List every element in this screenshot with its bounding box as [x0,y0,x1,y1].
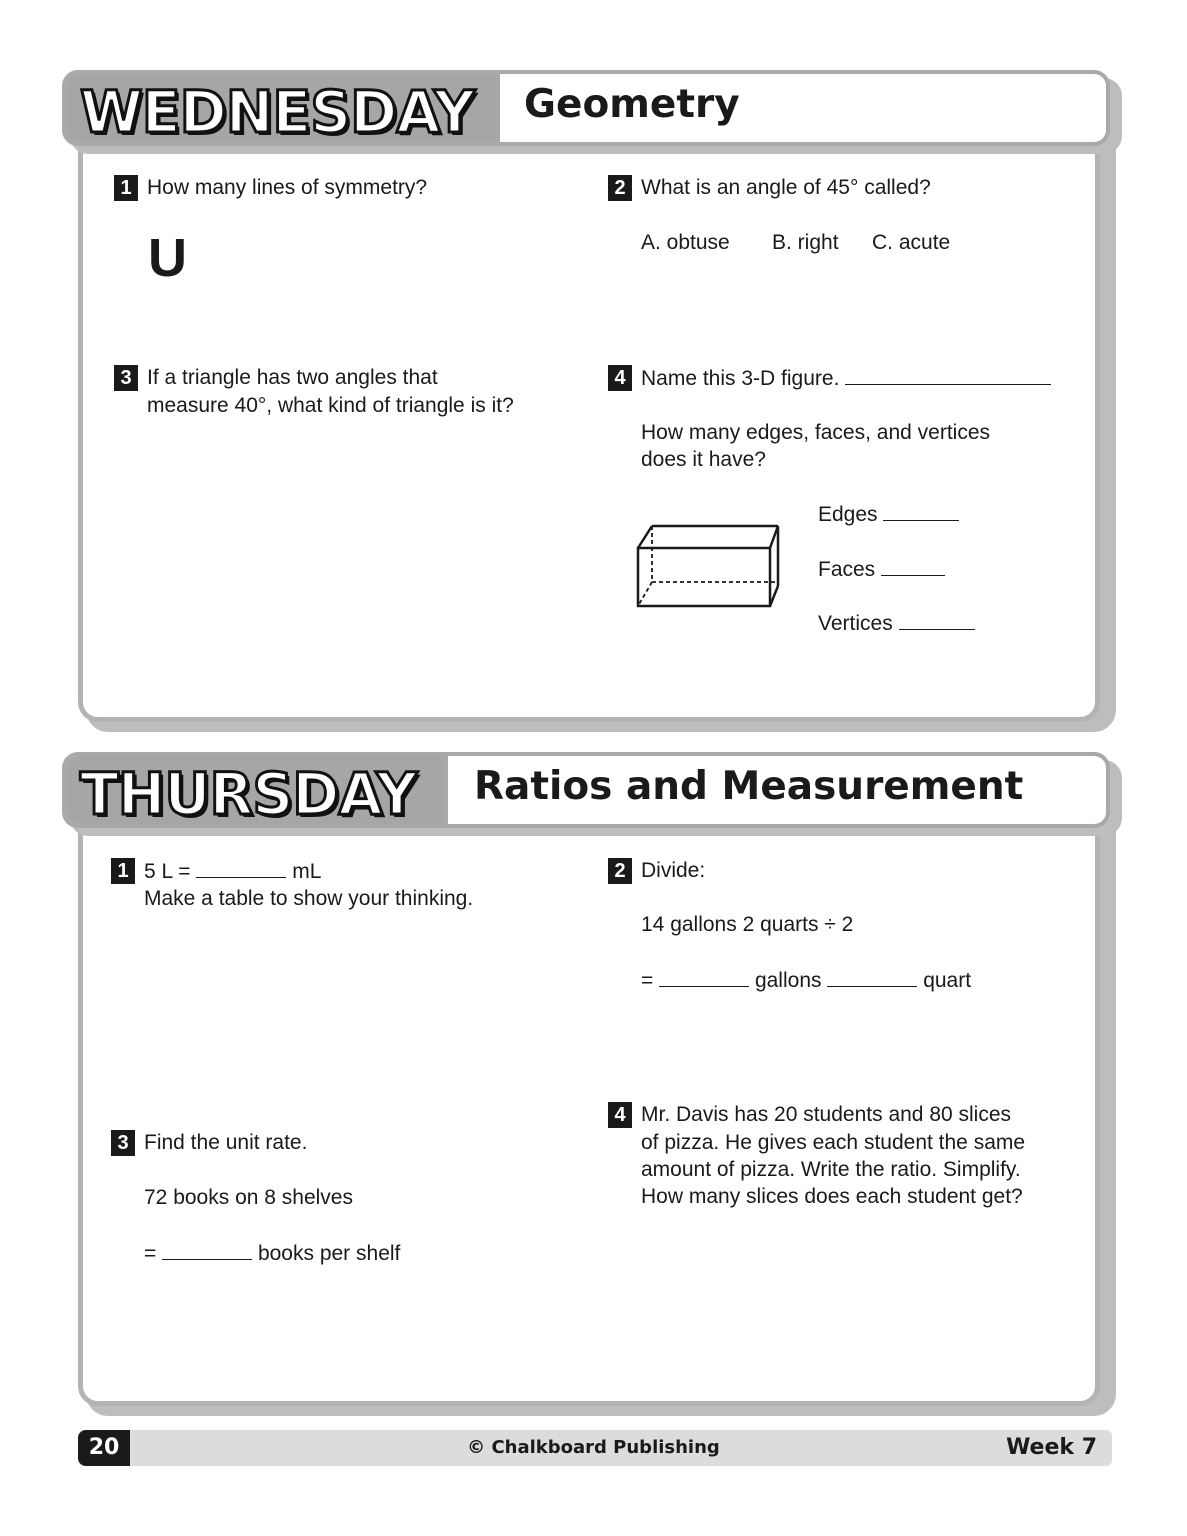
question-text-line2: Make a table to show your thinking. [144,887,474,910]
question-number: 3 [111,1130,135,1156]
question-number: 2 [608,858,632,884]
symmetry-letter: U [148,228,187,288]
question-label: Name this 3-D figure. [641,367,840,390]
wednesday-header [62,70,1110,146]
question-text: What is an angle of 45° called? [641,176,931,199]
option-c: C. acute [872,231,951,254]
gallons-label: gallons [754,969,822,992]
topic-title: Geometry [524,82,740,127]
question-text: Divide: [641,859,706,882]
answer-blank[interactable] [162,1239,252,1260]
rectangular-prism-figure [630,520,790,612]
edges-blank[interactable] [883,500,959,521]
vertices-label [818,609,975,638]
topic-title: Ratios and Measurement [474,764,1024,809]
question-number: 1 [111,858,135,884]
day-tab [66,756,448,828]
copyright-text: © Chalkboard Publishing [467,1437,720,1458]
edges-label [818,500,959,529]
vertices-text: Vertices [818,612,893,635]
question-text-line1: Mr. Davis has 20 students and 80 slices [641,1103,1012,1126]
week-label: Week 7 [1006,1435,1097,1460]
question-text-line2: of pizza. He gives each student the same [641,1131,1026,1154]
option-a: A. obtuse [641,231,730,254]
day-tab [66,74,500,146]
vertices-blank[interactable] [899,609,975,630]
equals-sign: = [144,1242,157,1265]
unit-label: books per shelf [257,1242,401,1265]
faces-blank[interactable] [881,555,945,576]
day-title: WEDNESDAY [80,78,475,146]
question-label: 5 L = [144,860,191,883]
question-text-line3: amount of pizza. Write the ratio. Simplify. [641,1158,1021,1181]
day-title: THURSDAY [80,760,417,828]
question-number: 1 [114,175,138,201]
question-text [144,857,321,886]
edges-text: Edges [818,503,878,526]
question-number: 4 [608,1102,632,1128]
thursday-header [62,752,1110,828]
question-number: 4 [608,365,632,391]
question-text-line2: measure 40°, what kind of triangle is it? [147,394,514,417]
sub-question-line2: does it have? [641,448,766,471]
faces-label [818,555,945,584]
quarts-blank[interactable] [827,966,917,987]
answer-blank[interactable] [845,364,1051,385]
question-text: How many lines of symmetry? [147,176,428,199]
question-text [641,364,1051,393]
equals-sign: = [641,969,654,992]
answer-line [641,966,971,995]
faces-text: Faces [818,558,876,581]
question-text-line4: How many slices does each student get? [641,1185,1023,1208]
answer-blank[interactable] [196,857,286,878]
page-number: 20 [78,1430,130,1466]
gallons-blank[interactable] [659,966,749,987]
quart-label: quart [923,969,972,992]
question-number: 3 [114,365,138,391]
question-text: Find the unit rate. [144,1131,308,1154]
question-text-line1: If a triangle has two angles that [147,366,438,389]
division-expression: 14 gallons 2 quarts ÷ 2 [641,913,854,936]
question-number: 2 [608,175,632,201]
rate-expression: 72 books on 8 shelves [144,1186,353,1209]
unit-label: mL [292,860,322,883]
sub-question-line1: How many edges, faces, and vertices [641,421,991,444]
option-b: B. right [772,231,839,254]
answer-line [144,1239,400,1268]
